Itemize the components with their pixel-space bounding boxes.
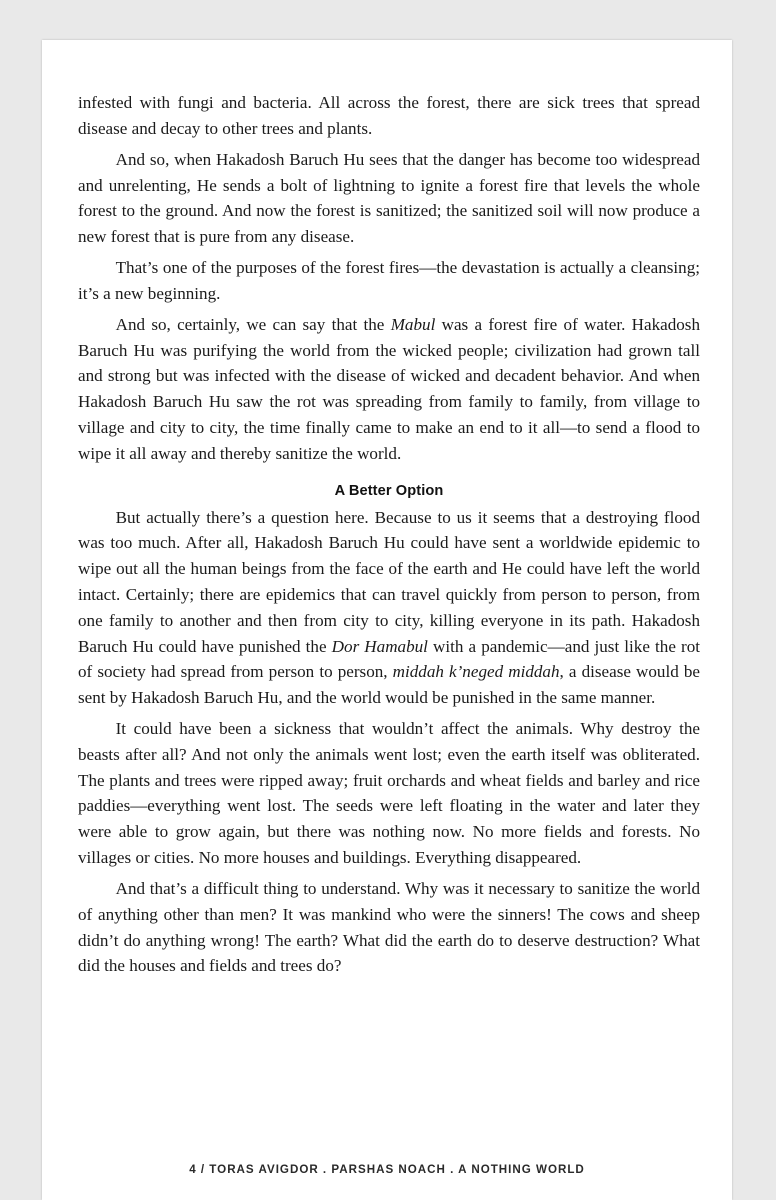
italic-term: Dor Hamabul: [331, 636, 428, 656]
paragraph-block-bottom: [78, 505, 700, 980]
body-paragraph: And that’s a difficult thing to understand. Why was it necessary to sanitize the world of anything other than men? It was mankind who were the sinners! The cows and sheep didn’t do anything wrong! The earth? What did the earth do to deserve destruction? What did the houses and fields and trees do?: [78, 878, 700, 976]
body-paragraph: And so, certainly, we can say that the Mabul was a forest fire of water. Hakadosh Baruch Hu was purifying the world from the wicked people; civilization had grown tall and strong but was infected with the disease of wicked and decadent behavior. And when Hakadosh Baruch Hu saw the rot was spreading from family to family, from village to village and city to city, the time finally came to make an end to it all—to send a flood to wipe it all away and thereby sanitize the world.: [78, 314, 700, 463]
document-page: [42, 40, 732, 1200]
paragraph-block-top: [78, 90, 700, 467]
body-paragraph: It could have been a sickness that wouldn’t affect the animals. Why destroy the beasts after all? And not only the animals went lost; even the earth itself was obliterated. The plants and trees were ripped away; fruit orchards and wheat fields and barley and rice paddies—everything went lost. The seeds were left floating in the water and later they were able to grow again, but there was nothing now. No more fields and forests. No villages or cities. No more houses and buildings. Everything disappeared.: [78, 719, 700, 868]
italic-term: Mabul: [390, 314, 436, 334]
body-paragraph: infested with fungi and bacteria. All across the forest, there are sick trees that spread disease and decay to other trees and plants.: [78, 93, 700, 138]
page-content: [78, 90, 700, 984]
body-paragraph: But actually there’s a question here. Because to us it seems that a destroying flood was too much. After all, Hakadosh Baruch Hu could have sent a worldwide epidemic to wipe out all the human beings from the face of the earth and He could have left the world intact. Certainly; there are epidemics that can travel quickly from person to person, from one family to another and then from city to city, killing everyone in its path. Hakadosh Baruch Hu could have punished the Dor Hamabul with a pandemic—and just like the rot of society had spread from person to person, middah k’neged middah, a disease would be sent by Hakadosh Baruch Hu, and the world would be punished in the same manner.: [78, 507, 700, 708]
body-paragraph: That’s one of the purposes of the forest fires—the devastation is actually a cleansing; it’s a new beginning.: [78, 258, 700, 303]
body-paragraph: And so, when Hakadosh Baruch Hu sees that the danger has become too widespread and unrelenting, He sends a bolt of lightning to ignite a forest fire that levels the whole forest to the ground. And now the forest is sanitized; the sanitized soil will now produce a new forest that is pure from any disease.: [78, 149, 700, 247]
section-subheading: A Better Option: [334, 482, 444, 499]
italic-term: middah k’neged middah: [392, 662, 560, 682]
page-footer: 4 / TORAS AVIGDOR . PARSHAS NOACH . A NOTHING WORLD: [189, 1163, 585, 1176]
